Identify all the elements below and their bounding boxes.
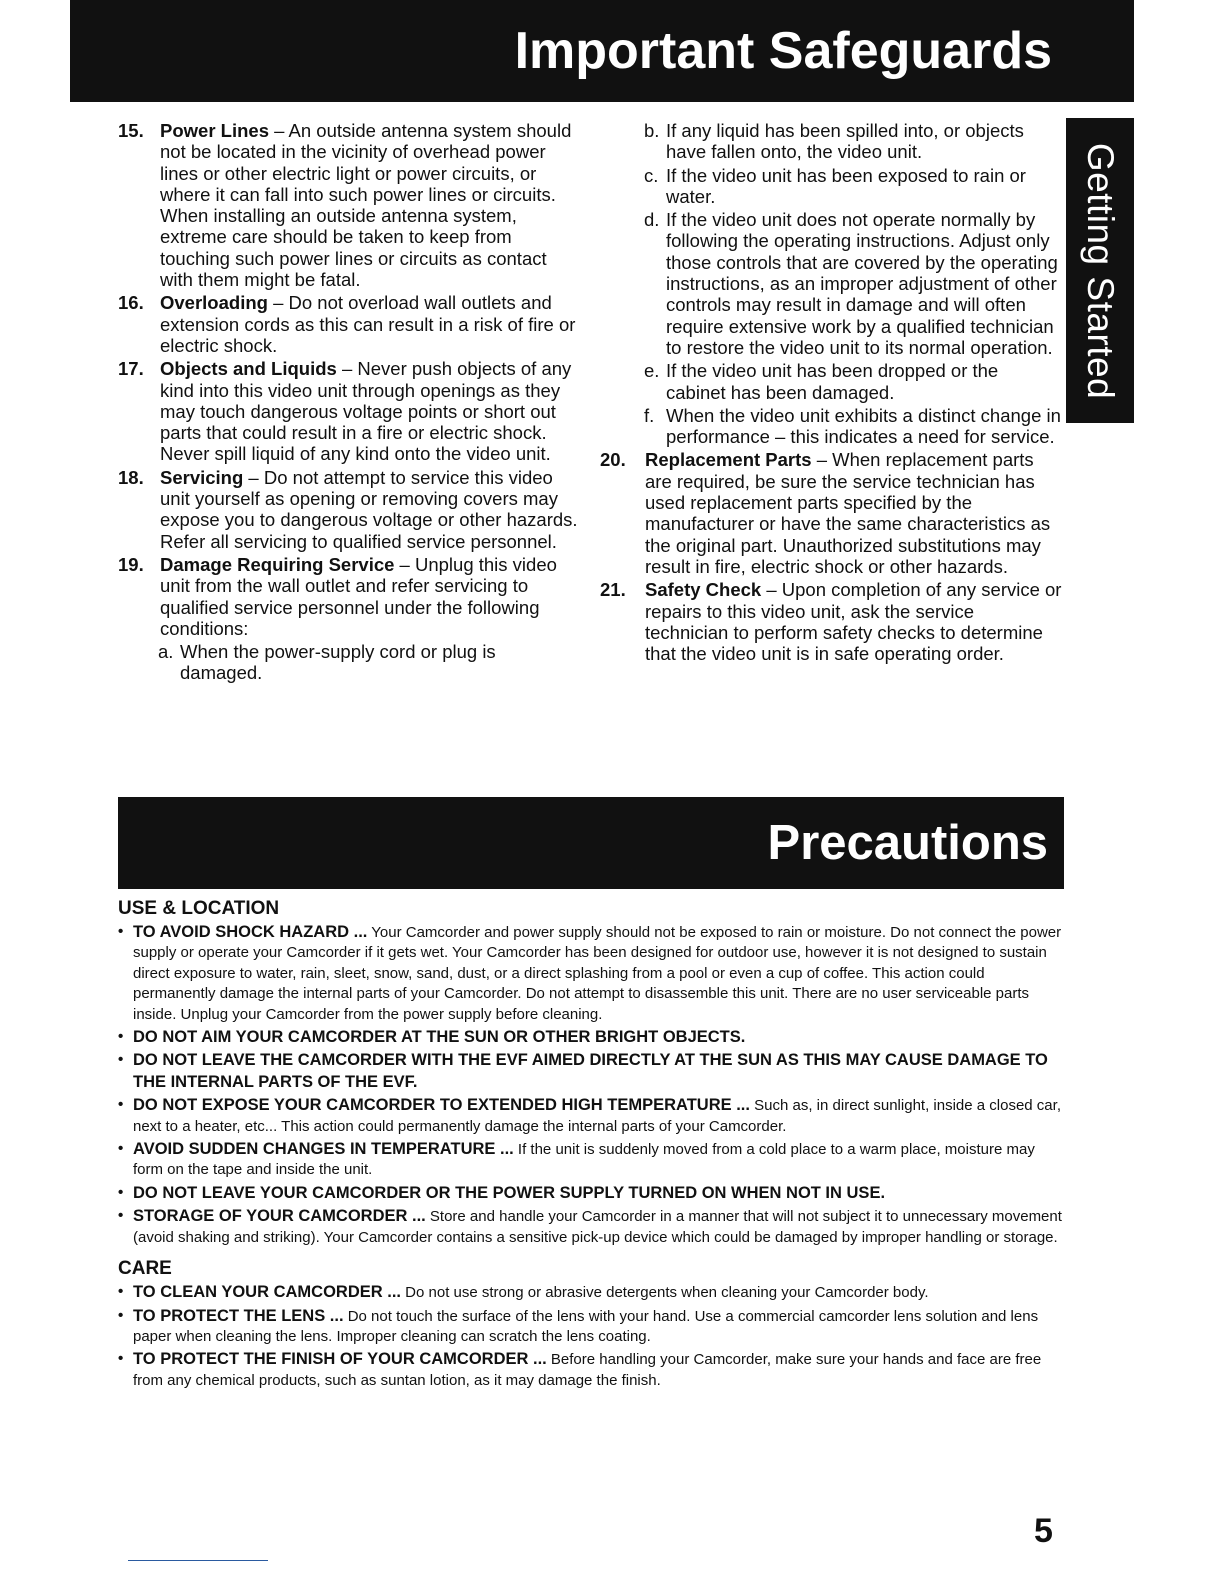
condition-letter: b. — [644, 120, 660, 141]
condition-letter: e. — [644, 360, 660, 382]
condition-item — [600, 209, 1062, 358]
item-title: Power Lines — [160, 120, 269, 141]
precaution-bullet — [118, 1050, 1068, 1093]
care-heading: CARE — [118, 1258, 172, 1280]
bullet-dot: • — [118, 1183, 124, 1201]
bullet-dot: • — [118, 1051, 124, 1069]
bullet-lead: TO PROTECT THE LENS ... — [133, 1306, 344, 1325]
bullet-dot: • — [118, 1140, 124, 1158]
bullet-dot: • — [118, 1207, 124, 1225]
safeguards-title-banner — [70, 0, 1134, 102]
precaution-bullet — [118, 1095, 1068, 1137]
precautions-title: Precautions — [767, 816, 1048, 870]
bullet-lead: DO NOT LEAVE THE CAMCORDER WITH THE EVF AIMED DIRECTLY AT THE SUN AS THIS MAY CAUSE DAMAGE TO THE INTERNAL PARTS OF THE EVF. — [133, 1051, 1048, 1091]
bullet-text: Do not touch the surface of the lens with your hand. Use a commercial camcorder lens solution and lens paper when cleaning the lens. Improper cleaning can scratch the lens coating. — [133, 1307, 1039, 1345]
safeguard-item — [118, 120, 582, 290]
item-number: 17. — [118, 358, 144, 380]
condition-item — [600, 165, 1062, 208]
bullet-dot: • — [118, 1306, 124, 1324]
condition-item — [600, 405, 1062, 448]
bullet-dot: • — [118, 923, 124, 940]
precaution-bullet — [118, 1183, 1068, 1204]
use-location-heading: USE & LOCATION — [118, 898, 280, 919]
bullet-dot: • — [118, 1350, 124, 1368]
item-title: Damage Requiring Service — [160, 553, 395, 575]
bullet-lead: DO NOT EXPOSE YOUR CAMCORDER TO EXTENDED HIGH TEMPERATURE ... — [133, 1096, 750, 1115]
item-number: 16. — [118, 292, 144, 314]
bullet-lead: AVOID SUDDEN CHANGES IN TEMPERATURE ... — [133, 1140, 514, 1159]
item-title: Replacement Parts — [645, 449, 812, 471]
side-tab-label: Getting Started — [1080, 142, 1121, 399]
item-number: 15. — [118, 120, 144, 141]
item-title: Overloading — [160, 292, 268, 314]
item-number: 20. — [600, 449, 626, 471]
condition-item — [118, 641, 582, 684]
item-text: – Do not overload wall outlets and extension cords as this can result in a risk of fire or electric shock. — [160, 292, 576, 356]
safeguards-left-column — [118, 120, 582, 686]
precautions-title-banner — [118, 797, 1064, 889]
bullet-text: Do not use strong or abrasive detergents when cleaning your Camcorder body. — [401, 1284, 929, 1302]
condition-letter: d. — [644, 209, 660, 231]
safeguard-item — [118, 467, 582, 552]
item-text: – Never push objects of any kind into this video unit through openings as they may touch dangerous voltage points or short out parts that could result in a fire or electric shock. Never spill liquid of any kind onto the video unit. — [160, 358, 572, 465]
bullet-lead: TO PROTECT THE FINISH OF YOUR CAMCORDER ... — [133, 1350, 547, 1369]
safeguard-item — [600, 449, 1062, 577]
bullet-text: Such as, in direct sunlight, inside a closed car, next to a heater, etc... This action could permanently damage the internal parts of your Camcorder. — [133, 1097, 1061, 1135]
item-title: Servicing — [160, 466, 244, 488]
condition-text: If any liquid has been spilled into, or objects have fallen onto, the video unit. — [666, 120, 1024, 163]
bullet-dot: • — [118, 1028, 124, 1046]
item-title: Objects and Liquids — [160, 358, 337, 380]
item-text: – Do not attempt to service this video unit yourself as opening or removing covers may expose you to dangerous voltage or other hazards. Refer all servicing to qualified service personnel. — [160, 466, 578, 552]
care-bullet — [118, 1349, 1068, 1391]
bullet-lead: DO NOT AIM YOUR CAMCORDER AT THE SUN OR OTHER BRIGHT OBJECTS. — [133, 1028, 746, 1047]
bullet-text: Your Camcorder and power supply should not be exposed to rain or moisture. Do not connect the power supply or operate your Camcorder if it gets wet. Your Camcorder has been designed for outdoor use, however it is not designed to sustain direct exposure to water, rain, sleet, snow, sand, dust, or a direct splashing from a pool or even a cup of coffee. This action could permanently damage the internal parts of your Camcorder. Do not attempt to disassemble this unit. There are no user serviceable parts inside. Unplug your Camcorder from the power supply before cleaning. — [133, 924, 1062, 1023]
bullet-lead: STORAGE OF YOUR CAMCORDER ... — [133, 1207, 426, 1226]
condition-text: If the video unit has been dropped or the cabinet has been damaged. — [666, 360, 999, 403]
precaution-bullet — [118, 1206, 1068, 1248]
condition-letter: c. — [644, 164, 659, 186]
condition-text: If the video unit has been exposed to rain or water. — [666, 164, 1026, 207]
item-text: – When replacement parts are required, be sure the service technician has used replacement parts specified by the manufacturer or have the same characteristics as the original part. Unauthorized substitutions may result in fire, electric shock or other hazards. — [645, 449, 1051, 577]
bullet-dot: • — [118, 1283, 124, 1301]
footer-rule — [128, 1560, 268, 1561]
bullet-text: If the unit is suddenly moved from a cold place to a warm place, moisture may form on the tape and inside the unit. — [133, 1141, 1035, 1179]
item-number: 21. — [600, 579, 626, 601]
safeguard-item — [118, 292, 582, 356]
item-number: 18. — [118, 466, 144, 488]
item-text: – Unplug this video unit from the wall outlet and refer servicing to qualified service personnel under the following conditions: — [160, 553, 557, 639]
bullet-dot: • — [118, 1096, 124, 1114]
condition-item — [600, 360, 1062, 403]
condition-text: When the video unit exhibits a distinct change in performance – this indicates a need for service. — [666, 404, 1061, 448]
item-text: – Upon completion of any service or repairs to this video unit, ask the service technician to perform safety checks to determine that the video unit is in safe operating order. — [645, 579, 1062, 665]
safeguard-item — [118, 358, 582, 464]
page-number: 5 — [1034, 1512, 1053, 1550]
item-text: – An outside antenna system should not be located in the vicinity of overhead power lines or other electric light or power circuits, or where it can fall into such power lines or circuits. When installing an outside antenna system, extreme care should be taken to keep from touching such power lines or circuits as contact with them might be fatal. — [160, 120, 572, 291]
item-title: Safety Check — [645, 579, 762, 601]
bullet-text: Before handling your Camcorder, make sure your hands and face are free from any chemical products, such as suntan lotion, as it may damage the finish. — [133, 1351, 1042, 1389]
safeguards-right-column — [600, 120, 1062, 666]
precaution-bullet — [118, 1139, 1068, 1181]
condition-text: When the power-supply cord or plug is damaged. — [180, 641, 496, 684]
bullet-lead: DO NOT LEAVE YOUR CAMCORDER OR THE POWER SUPPLY TURNED ON WHEN NOT IN USE. — [133, 1183, 886, 1202]
precautions-section — [118, 898, 1068, 1393]
precaution-bullet — [118, 1027, 1068, 1048]
getting-started-tab — [1066, 118, 1134, 423]
safeguard-item — [118, 554, 582, 639]
bullet-lead: TO AVOID SHOCK HAZARD ... — [133, 923, 368, 941]
care-bullet — [118, 1282, 1068, 1303]
condition-letter: a. — [158, 641, 174, 663]
safeguard-item — [600, 579, 1062, 664]
bullet-lead: TO CLEAN YOUR CAMCORDER ... — [133, 1283, 401, 1302]
safeguards-title: Important Safeguards — [514, 22, 1052, 80]
condition-text: If the video unit does not operate normally by following the operating instructions. Adjust only those controls that are covered by the operating instructions, as an improper adjustment of other controls may result in damage and will often require extensive work by a qualified technician to restore the video unit to its normal operation. — [666, 209, 1058, 358]
bullet-text: Store and handle your Camcorder in a manner that will not subject it to unnecessary movement (avoid shaking and striking). Your Camcorder contains a sensitive pick-up device which could be damaged by improper handling or storage. — [133, 1208, 1062, 1246]
condition-item — [600, 120, 1062, 163]
item-number: 19. — [118, 553, 144, 575]
condition-letter: f. — [644, 404, 655, 426]
precaution-bullet — [118, 922, 1068, 1025]
care-bullet — [118, 1306, 1068, 1348]
